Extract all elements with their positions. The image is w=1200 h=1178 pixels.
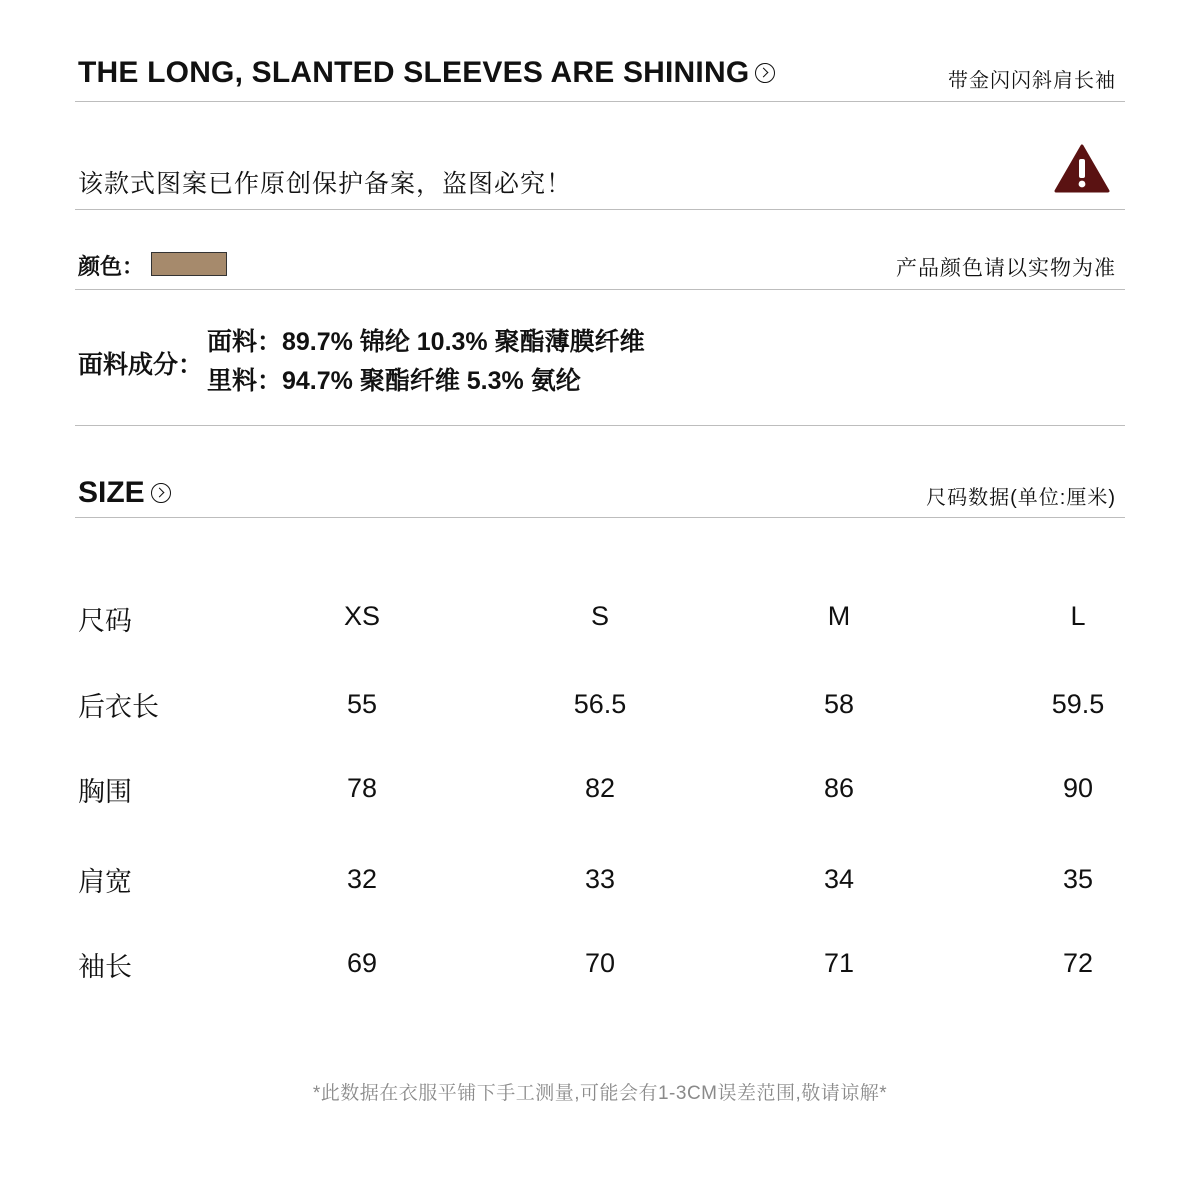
divider: [75, 517, 1125, 518]
divider: [75, 289, 1125, 290]
fabric-outer-line: 面料：89.7% 锦纶 10.3% 聚酯薄膜纤维: [207, 328, 645, 356]
page-subtitle-cn: 带金闪闪斜肩长袖: [948, 70, 1116, 92]
table-cell: 59.5: [1051, 689, 1105, 719]
table-cell: 35: [1062, 864, 1094, 894]
warning-triangle-icon: [1054, 144, 1110, 194]
size-header-cell: XS: [343, 601, 381, 631]
table-cell: 70: [584, 948, 616, 978]
table-cell: 72: [1062, 948, 1094, 978]
table-row-label: 后衣长: [78, 692, 159, 722]
divider: [75, 101, 1125, 102]
page-title: [78, 56, 775, 90]
table-cell: 32: [346, 864, 378, 894]
table-cell: 55: [346, 689, 378, 719]
size-header-label: 尺码: [78, 606, 132, 636]
size-section-title: [78, 476, 171, 510]
table-cell: 82: [584, 773, 616, 803]
size-title-text: SIZE: [78, 476, 145, 509]
fabric-label: 面料成分：: [78, 351, 204, 379]
table-row-label: 肩宽: [78, 867, 132, 897]
circle-chevron-right-icon: [151, 483, 171, 503]
table-cell: 58: [823, 689, 855, 719]
circle-chevron-right-icon: [755, 63, 775, 83]
fabric-lining-line: 里料：94.7% 聚酯纤维 5.3% 氨纶: [207, 367, 581, 395]
table-cell: 90: [1062, 773, 1094, 803]
color-note: 产品颜色请以实物为准: [896, 257, 1116, 280]
divider: [75, 425, 1125, 426]
page-title-text: THE LONG, SLANTED SLEEVES ARE SHINING: [78, 56, 750, 89]
copyright-notice: 该款式图案已作原创保护备案，盗图必究！: [78, 170, 573, 198]
table-row-label: 胸围: [78, 777, 132, 807]
divider: [75, 209, 1125, 210]
table-cell: 34: [823, 864, 855, 894]
table-cell: 69: [346, 948, 378, 978]
table-cell: 78: [346, 773, 378, 803]
size-header-cell: L: [1070, 601, 1086, 631]
size-header-cell: M: [827, 601, 851, 631]
color-swatch: [151, 252, 227, 276]
measurement-footnote: *此数据在衣服平铺下手工测量,可能会有1-3CM误差范围,敬请谅解*: [312, 1083, 888, 1104]
table-cell: 86: [823, 773, 855, 803]
size-unit-note: 尺码数据(单位:厘米): [926, 487, 1116, 509]
table-cell: 71: [823, 948, 855, 978]
size-header-cell: S: [590, 601, 609, 631]
table-cell: 33: [584, 864, 616, 894]
table-row-label: 袖长: [78, 952, 132, 982]
color-label: 颜色：: [78, 254, 145, 279]
table-cell: 56.5: [573, 689, 627, 719]
